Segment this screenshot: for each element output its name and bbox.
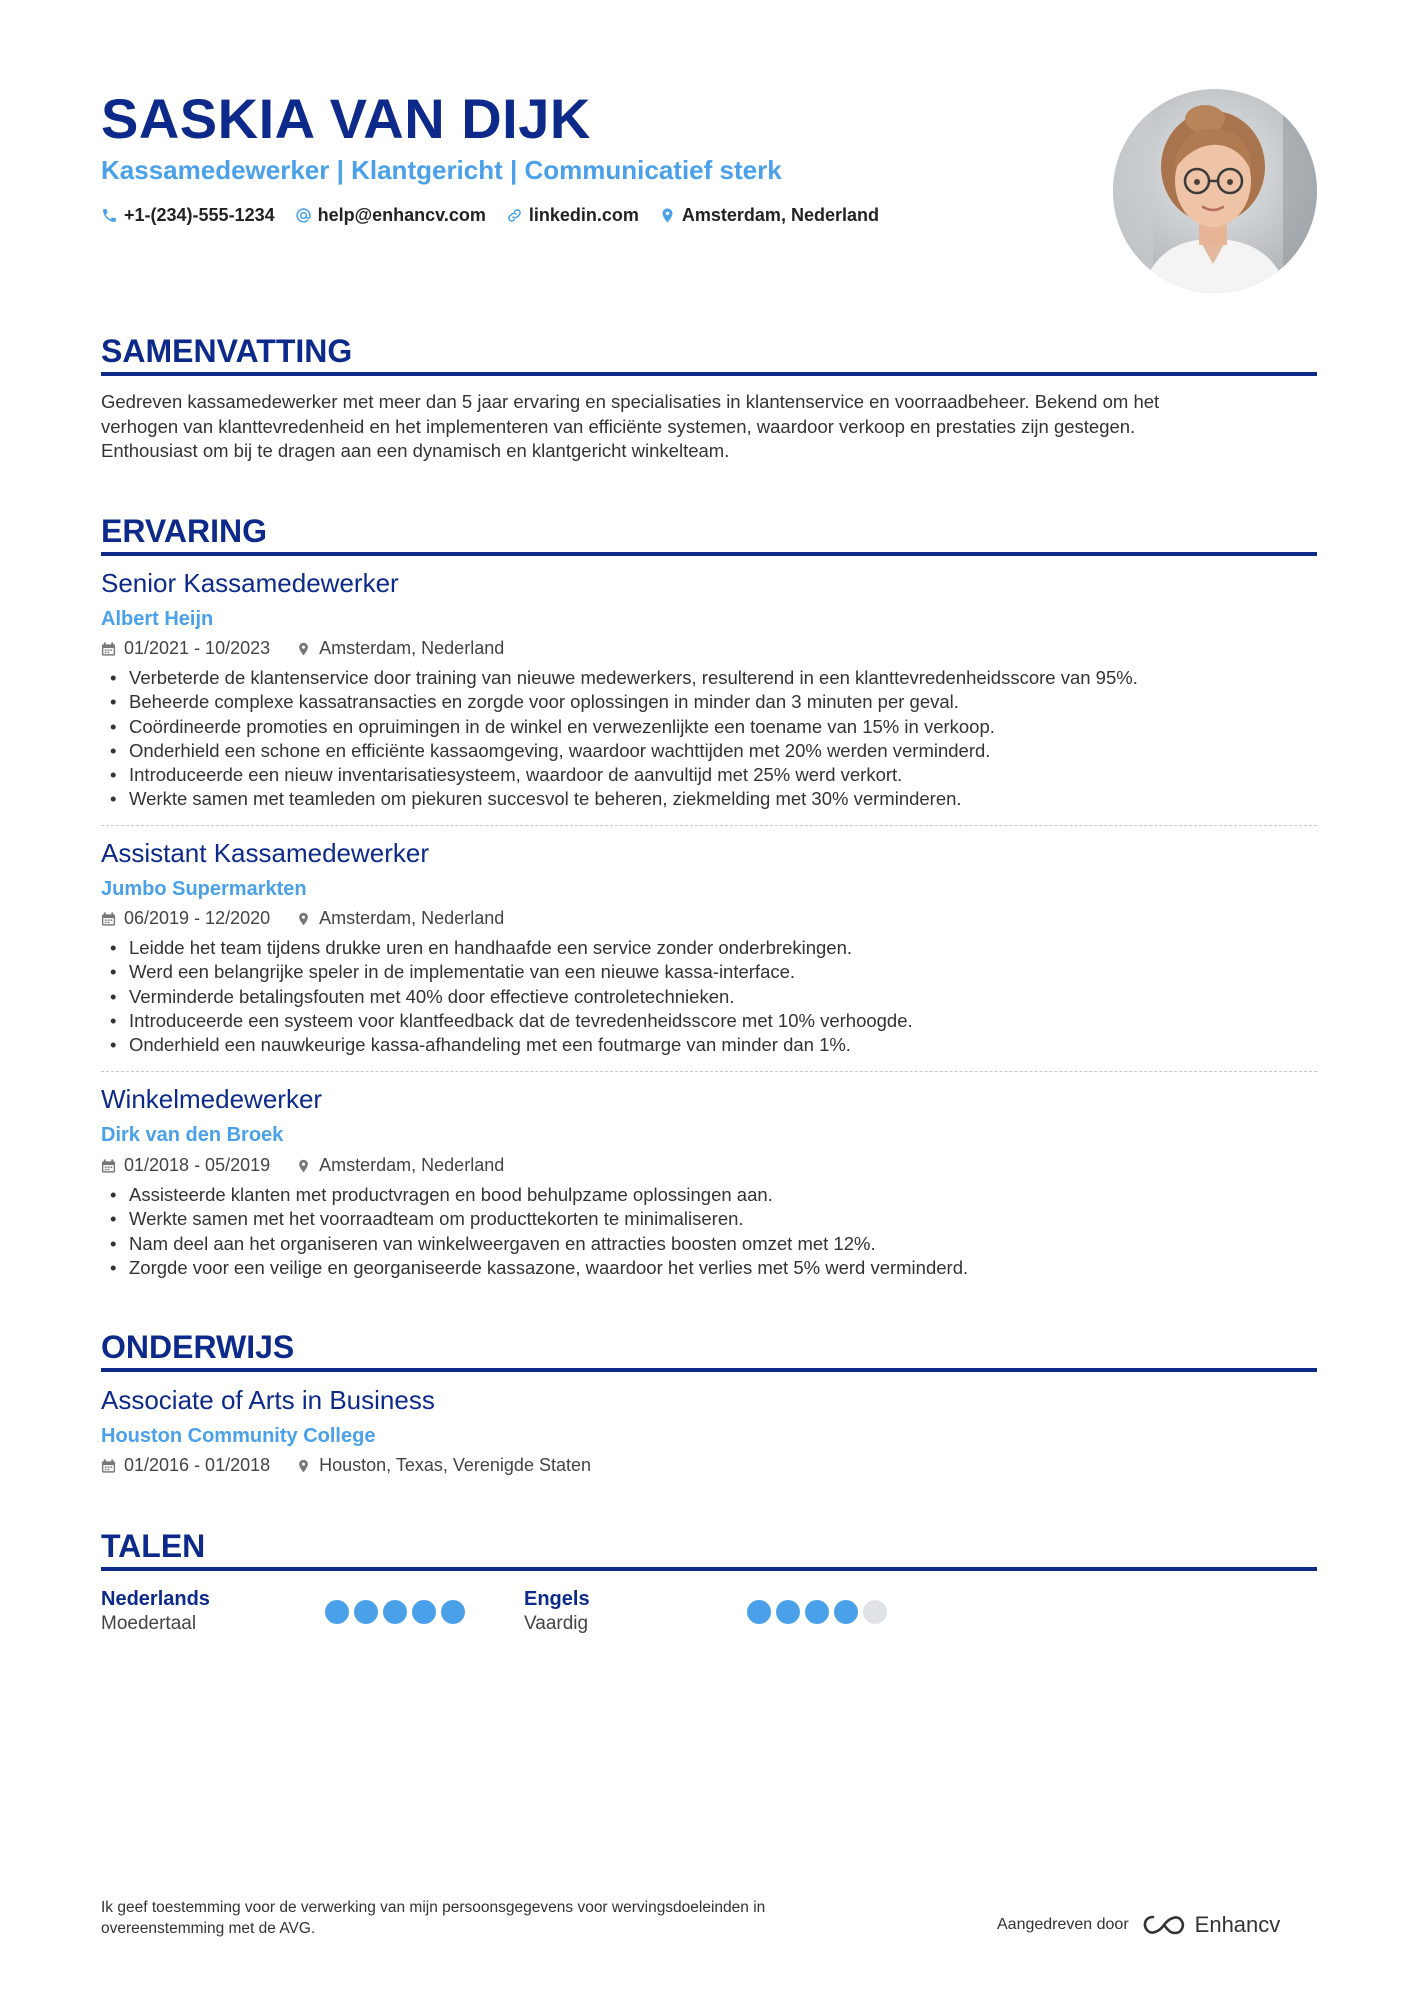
bullet-item: • Werkte samen met teamleden om piekuren succesvol te beheren, ziekmelding met 30% verminderen. bbox=[101, 787, 1317, 811]
location-text: Amsterdam, Nederland bbox=[681, 205, 879, 225]
rating-dot-filled bbox=[805, 1600, 829, 1624]
language-name: Engels bbox=[524, 1588, 590, 1610]
bullet-item: • Introduceerde een systeem voor klantfeedback dat de tevredenheidsscore met 10% verhoogde. bbox=[101, 1009, 1317, 1033]
bullet-item: • Werkte samen met het voorraadteam om producttekorten te minimaliseren. bbox=[101, 1207, 1317, 1231]
education-dates bbox=[101, 1455, 270, 1476]
job-location bbox=[296, 908, 504, 929]
job-title: Assistant Kassamedewerker bbox=[101, 838, 430, 868]
summary-divider bbox=[101, 372, 1317, 376]
calendar-icon bbox=[101, 1458, 116, 1474]
consent-notice bbox=[101, 1897, 921, 1939]
job-title: Winkelmedewerker bbox=[101, 1084, 323, 1114]
job-dates bbox=[101, 638, 270, 659]
bullet-item: • Zorgde voor een veilige en georganiseerde kassazone, waardoor het verlies met 5% werd verminderd. bbox=[101, 1256, 1317, 1280]
map-pin-icon bbox=[296, 1158, 311, 1174]
summary-text bbox=[101, 390, 1317, 464]
rating-dot-filled bbox=[383, 1600, 407, 1624]
rating-dot-filled bbox=[354, 1600, 378, 1624]
job-title: Senior Kassamedewerker bbox=[101, 568, 399, 598]
job-bullets bbox=[101, 666, 1317, 812]
bullet-item: • Introduceerde een nieuw inventarisatiesysteem, waardoor de aanvultijd met 25% werd verkort. bbox=[101, 763, 1317, 787]
job-dates-text: 01/2021 - 10/2023 bbox=[124, 638, 271, 658]
languages-heading: TALEN bbox=[101, 1528, 206, 1564]
candidate-headline: Kassamedewerker | Klantgericht | Communicatief sterk bbox=[101, 155, 782, 185]
bullet-item: • Nam deel aan het organiseren van winkelweergaven en attracties boosten omzet met 12%. bbox=[101, 1232, 1317, 1256]
job-dates bbox=[101, 1155, 270, 1176]
job-separator bbox=[101, 1071, 1317, 1072]
summary-line: Gedreven kassamedewerker met meer dan 5 jaar ervaring en specialisaties in klantenservice en voorraadbeheer. Bekend om het bbox=[101, 391, 1160, 412]
profile-photo bbox=[1113, 89, 1317, 293]
education-location bbox=[296, 1455, 591, 1476]
rating-dot-empty bbox=[863, 1600, 887, 1624]
link-icon bbox=[506, 207, 523, 224]
contact-email[interactable] bbox=[295, 205, 486, 226]
rating-dot-filled bbox=[747, 1600, 771, 1624]
education-heading: ONDERWIJS bbox=[101, 1329, 295, 1365]
enhancv-logo-icon bbox=[1141, 1913, 1187, 1937]
job-location bbox=[296, 638, 504, 659]
summary-line: verhogen van klanttevredenheid en het implementeren van efficiënte systemen, waardoor verkoop en prestaties zijn gestegen. bbox=[101, 415, 1136, 437]
powered-by bbox=[997, 1912, 1280, 1938]
education-meta bbox=[101, 1455, 591, 1476]
portrait-icon bbox=[1113, 89, 1317, 293]
job-bullets bbox=[101, 1183, 1317, 1280]
calendar-icon bbox=[101, 641, 116, 657]
language-rating bbox=[325, 1600, 465, 1624]
calendar-icon bbox=[101, 911, 116, 927]
contact-phone[interactable] bbox=[101, 205, 275, 226]
consent-line: Ik geef toestemming voor de verwerking van mijn persoonsgegevens voor wervingsdoeleinden in bbox=[101, 1899, 766, 1916]
consent-line: overeenstemming met de AVG. bbox=[101, 1920, 316, 1937]
enhancv-logo-text: Enhancv bbox=[1194, 1912, 1281, 1937]
map-pin-icon bbox=[659, 207, 676, 224]
bullet-item: • Werd een belangrijke speler in de implementatie van een nieuwe kassa-interface. bbox=[101, 960, 1317, 984]
bullet-item: • Beheerde complexe kassatransacties en zorgde voor oplossingen in minder dan 3 minuten per geval. bbox=[101, 690, 1317, 714]
education-divider bbox=[101, 1368, 1317, 1372]
job-location bbox=[296, 1155, 504, 1176]
enhancv-logo[interactable] bbox=[1141, 1912, 1281, 1938]
language-name: Nederlands bbox=[101, 1588, 210, 1610]
language-level: Vaardig bbox=[524, 1613, 589, 1634]
job-meta bbox=[101, 908, 504, 929]
map-pin-icon bbox=[296, 641, 311, 657]
job-meta bbox=[101, 638, 504, 659]
experience-divider bbox=[101, 552, 1317, 556]
job-location-text: Amsterdam, Nederland bbox=[319, 638, 505, 658]
job-dates-text: 01/2018 - 05/2019 bbox=[124, 1155, 271, 1175]
language-rating bbox=[747, 1600, 887, 1624]
phone-icon bbox=[101, 207, 118, 224]
map-pin-icon bbox=[296, 1458, 311, 1474]
rating-dot-filled bbox=[834, 1600, 858, 1624]
phone-text: +1-(234)-555-1234 bbox=[124, 205, 275, 225]
education-location-text: Houston, Texas, Verenigde Staten bbox=[319, 1455, 591, 1475]
powered-by-label: Aangedreven door bbox=[997, 1916, 1129, 1933]
company-name: Dirk van den Broek bbox=[101, 1124, 284, 1146]
summary-heading: SAMENVATTING bbox=[101, 333, 353, 369]
language-level: Moedertaal bbox=[101, 1613, 197, 1634]
map-pin-icon bbox=[296, 911, 311, 927]
contact-location bbox=[659, 205, 879, 226]
job-meta bbox=[101, 1155, 504, 1176]
job-bullets bbox=[101, 936, 1317, 1057]
bullet-item: • Onderhield een nauwkeurige kassa-afhandeling met een foutmarge van minder dan 1%. bbox=[101, 1033, 1317, 1057]
bullet-item: • Assisteerde klanten met productvragen en bood behulpzame oplossingen aan. bbox=[101, 1183, 1317, 1207]
rating-dot-filled bbox=[776, 1600, 800, 1624]
at-icon bbox=[295, 207, 312, 224]
bullet-item: • Onderhield een schone en efficiënte kassaomgeving, waardoor wachttijden met 20% werden verminderd. bbox=[101, 739, 1317, 763]
company-name: Albert Heijn bbox=[101, 608, 214, 630]
calendar-icon bbox=[101, 1158, 116, 1174]
education-dates-text: 01/2016 - 01/2018 bbox=[124, 1455, 271, 1475]
contact-bar bbox=[101, 205, 879, 226]
experience-heading: ERVARING bbox=[101, 513, 267, 549]
job-separator bbox=[101, 825, 1317, 826]
bullet-item: • Verbeterde de klantenservice door training van nieuwe medewerkers, resulterend in een klanttevredenheidsscore van 95%. bbox=[101, 666, 1317, 690]
bullet-item: • Leidde het team tijdens drukke uren en handhaafde een service zonder onderbrekingen. bbox=[101, 936, 1317, 960]
candidate-name: SASKIA VAN DIJK bbox=[101, 87, 591, 150]
email-text: help@enhancv.com bbox=[317, 205, 486, 225]
linkedin-text: linkedin.com bbox=[528, 205, 639, 225]
degree-title: Associate of Arts in Business bbox=[101, 1385, 435, 1415]
job-location-text: Amsterdam, Nederland bbox=[319, 908, 505, 928]
bullet-item: • Verminderde betalingsfouten met 40% door effectieve controletechnieken. bbox=[101, 985, 1317, 1009]
rating-dot-filled bbox=[412, 1600, 436, 1624]
school-name: Houston Community College bbox=[101, 1425, 376, 1447]
company-name: Jumbo Supermarkten bbox=[101, 878, 307, 900]
summary-line: Enthousiast om bij te dragen aan een dynamisch en klantgericht winkelteam. bbox=[101, 440, 730, 461]
job-dates-text: 06/2019 - 12/2020 bbox=[124, 908, 271, 928]
rating-dot-filled bbox=[325, 1600, 349, 1624]
bullet-item: • Coördineerde promoties en opruimingen in de winkel en verwezenlijkte een toename van 15% in verkoop. bbox=[101, 715, 1317, 739]
rating-dot-filled bbox=[441, 1600, 465, 1624]
job-location-text: Amsterdam, Nederland bbox=[319, 1155, 505, 1175]
languages-divider bbox=[101, 1567, 1317, 1571]
job-dates bbox=[101, 908, 270, 929]
contact-linkedin[interactable] bbox=[506, 205, 639, 226]
